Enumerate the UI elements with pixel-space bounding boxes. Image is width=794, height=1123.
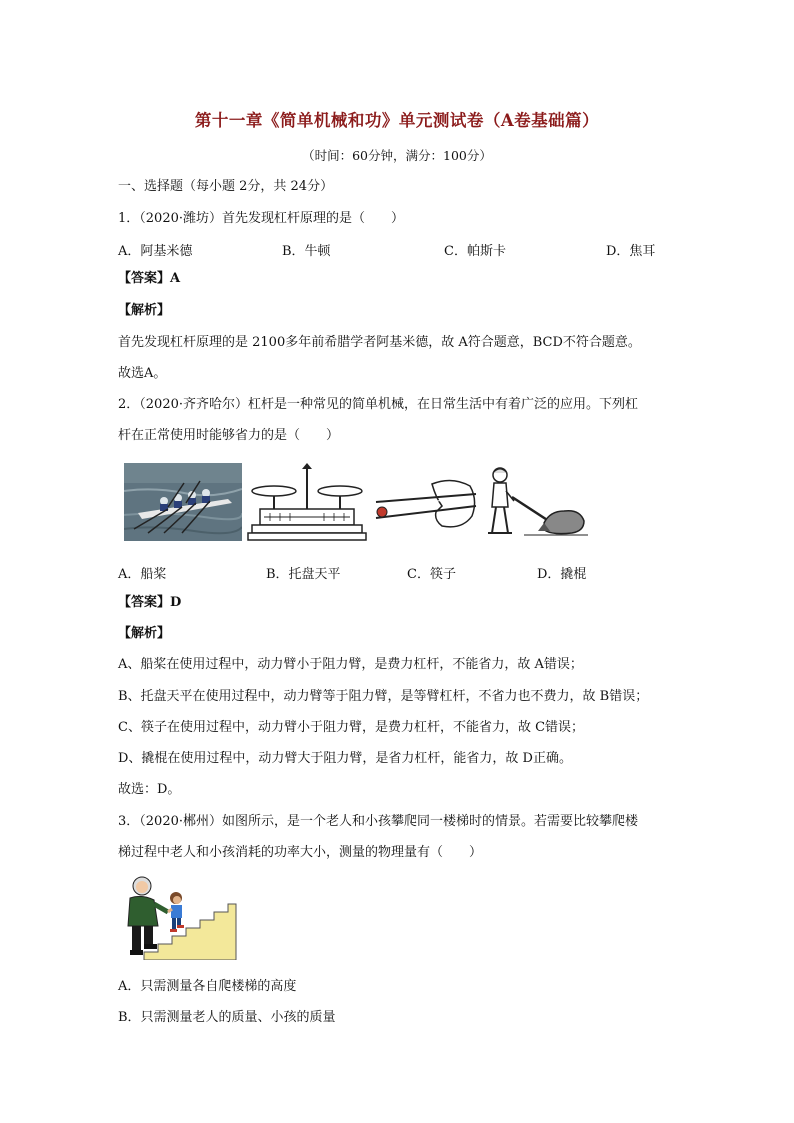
q3-option-b: B．只需测量老人的质量、小孩的质量 (118, 1010, 336, 1025)
q2-option-b: B．托盘天平 (266, 567, 341, 582)
q2-stem-line-2: 杆在正常使用时能够省力的是（ ） (118, 428, 340, 443)
q1-option-c: C．帕斯卡 (444, 244, 506, 259)
q1-analysis-label: 【解析】 (118, 303, 171, 318)
q1-answer: 【答案】A (118, 271, 181, 286)
rowing-boat-image (124, 463, 242, 541)
q2-analysis-line-2: B、托盘天平在使用过程中，动力臂等于阻力臂，是等臂杠杆，不省力也不费力，故 B错误； (118, 689, 649, 704)
q1-option-a: A．阿基米德 (118, 244, 193, 259)
q1-analysis-line-1: 首先发现杠杆原理的是 2100多年前希腊学者阿基米德，故 A符合题意，BCD不符合题意。 (118, 335, 641, 350)
q1-option-d: D．焦耳 (606, 244, 656, 259)
q2-answer: 【答案】D (118, 595, 182, 610)
q2-stem-line-1: 2．（2020·齐齐哈尔）杠杆是一种常见的简单机械，在日常生活中有着广泛的应用。下列杠 (118, 397, 638, 412)
q2-analysis-line-5: 故选：D。 (118, 782, 181, 797)
q2-analysis-line-3: C、筷子在使用过程中，动力臂小于阻力臂，是费力杠杆，不能省力，故 C错误； (118, 720, 585, 735)
q1-stem: 1．（2020·潍坊）首先发现杠杆原理的是（ ） (118, 211, 404, 226)
q2-analysis-line-4: D、撬棍在使用过程中，动力臂大于阻力臂，是省力杠杆，能省力，故 D正确。 (118, 751, 572, 766)
chopsticks-image (372, 476, 480, 534)
q3-option-a: A．只需测量各自爬楼梯的高度 (118, 979, 297, 994)
q2-option-a: A．船桨 (118, 567, 167, 582)
page-title: 第十一章《简单机械和功》单元测试卷（A卷基础篇） (194, 111, 600, 130)
q2-analysis-line-1: A、船桨在使用过程中，动力臂小于阻力臂，是费力杠杆，不能省力，故 A错误； (118, 657, 583, 672)
q2-analysis-label: 【解析】 (118, 626, 171, 641)
q2-option-d: D．撬棍 (537, 567, 587, 582)
page-subtitle: （时间：60分钟，满分：100分） (302, 148, 492, 163)
q2-option-c: C．筷子 (407, 567, 456, 582)
crowbar-image (484, 465, 590, 541)
stairs-climbing-image (122, 874, 238, 960)
section-heading: 一、选择题（每小题 2分，共 24分） (118, 179, 334, 194)
q1-option-b: B．牛顿 (282, 244, 331, 259)
q1-analysis-line-2: 故选A。 (118, 366, 167, 381)
q3-stem-line-1: 3．（2020·郴州）如图所示，是一个老人和小孩攀爬同一楼梯时的情景。若需要比较攀爬楼 (118, 814, 638, 829)
balance-scale-image (246, 463, 368, 543)
q3-stem-line-2: 梯过程中老人和小孩消耗的功率大小，测量的物理量有（ ） (118, 845, 483, 860)
